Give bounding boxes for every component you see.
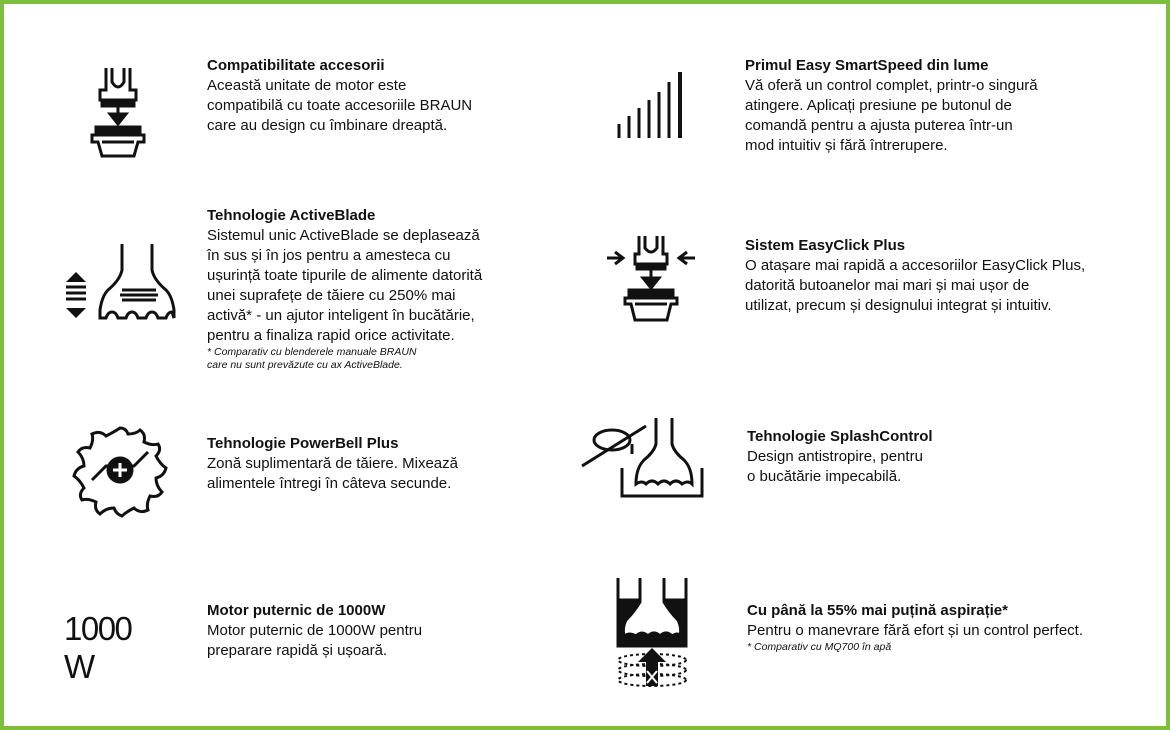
powerbell-title: Tehnologie PowerBell Plus — [207, 435, 399, 452]
suction-title: Cu până la 55% mai puțină aspirație* — [747, 602, 1008, 619]
activeblade-title: Tehnologie ActiveBlade — [207, 207, 376, 224]
powerbell-icon — [70, 420, 170, 520]
suction-desc: Pentru o manevrare fără efort și un control perfect. — [747, 622, 1083, 639]
compat-desc: Această unitate de motor este compatibilă cu toate accesoriile BRAUN care au design cu îmbinare dreaptă. — [207, 77, 473, 134]
attachment-icon — [88, 64, 148, 159]
easyclick-desc: O atașare mai rapidă a accesoriilor EasyClick Plus, datorită butoanelor mai mari și mai ușor de utilizat, precum și designului integrat și intuitiv. — [745, 257, 1086, 314]
activeblade-desc: Sistemul unic ActiveBlade se deplasează în sus și în jos pentru a amesteca cu ușurință toate tipurile de alimente datorită unei suprafețe de tăiere cu 250% mai activă* - un ajutor inteligent în bucătărie, pentru a finaliza rapid orice activitate. — [207, 227, 483, 344]
activeblade-icon — [60, 240, 180, 325]
motor-title: Motor puternic de 1000W — [207, 602, 386, 619]
splash-title: Tehnologie SplashControl — [747, 428, 933, 445]
suction-icon — [614, 576, 690, 690]
splash-desc: Design antistropire, pentru o bucătărie impecabilă. — [747, 448, 923, 485]
suction-note: * Comparativ cu MQ700 în apă — [747, 641, 892, 653]
smartspeed-desc: Vă oferă un control complet, printr-o singură atingere. Aplicați presiune pe butonul de comandă pentru a ajusta puterea într-un mod intuitiv și fără întrerupere. — [745, 77, 1038, 154]
easyclick-title: Sistem EasyClick Plus — [745, 237, 906, 254]
activeblade-note: * Comparativ cu blenderele manuale BRAUN care nu sunt prevăzute cu ax ActiveBlade. — [207, 346, 417, 371]
powerbell-desc: Zonă suplimentară de tăiere. Mixează alimentele întregi în câteva secunde. — [207, 455, 458, 492]
wattage-label: 1000 W — [64, 610, 132, 685]
compat-title: Compatibilitate accesorii — [207, 57, 385, 74]
speed-bars-icon — [615, 70, 687, 140]
motor-desc: Motor puternic de 1000W pentru preparare rapidă și ușoară. — [207, 622, 423, 659]
easyclick-icon — [605, 232, 697, 324]
smartspeed-title: Primul Easy SmartSpeed din lume — [745, 57, 989, 74]
splash-icon — [580, 414, 706, 498]
